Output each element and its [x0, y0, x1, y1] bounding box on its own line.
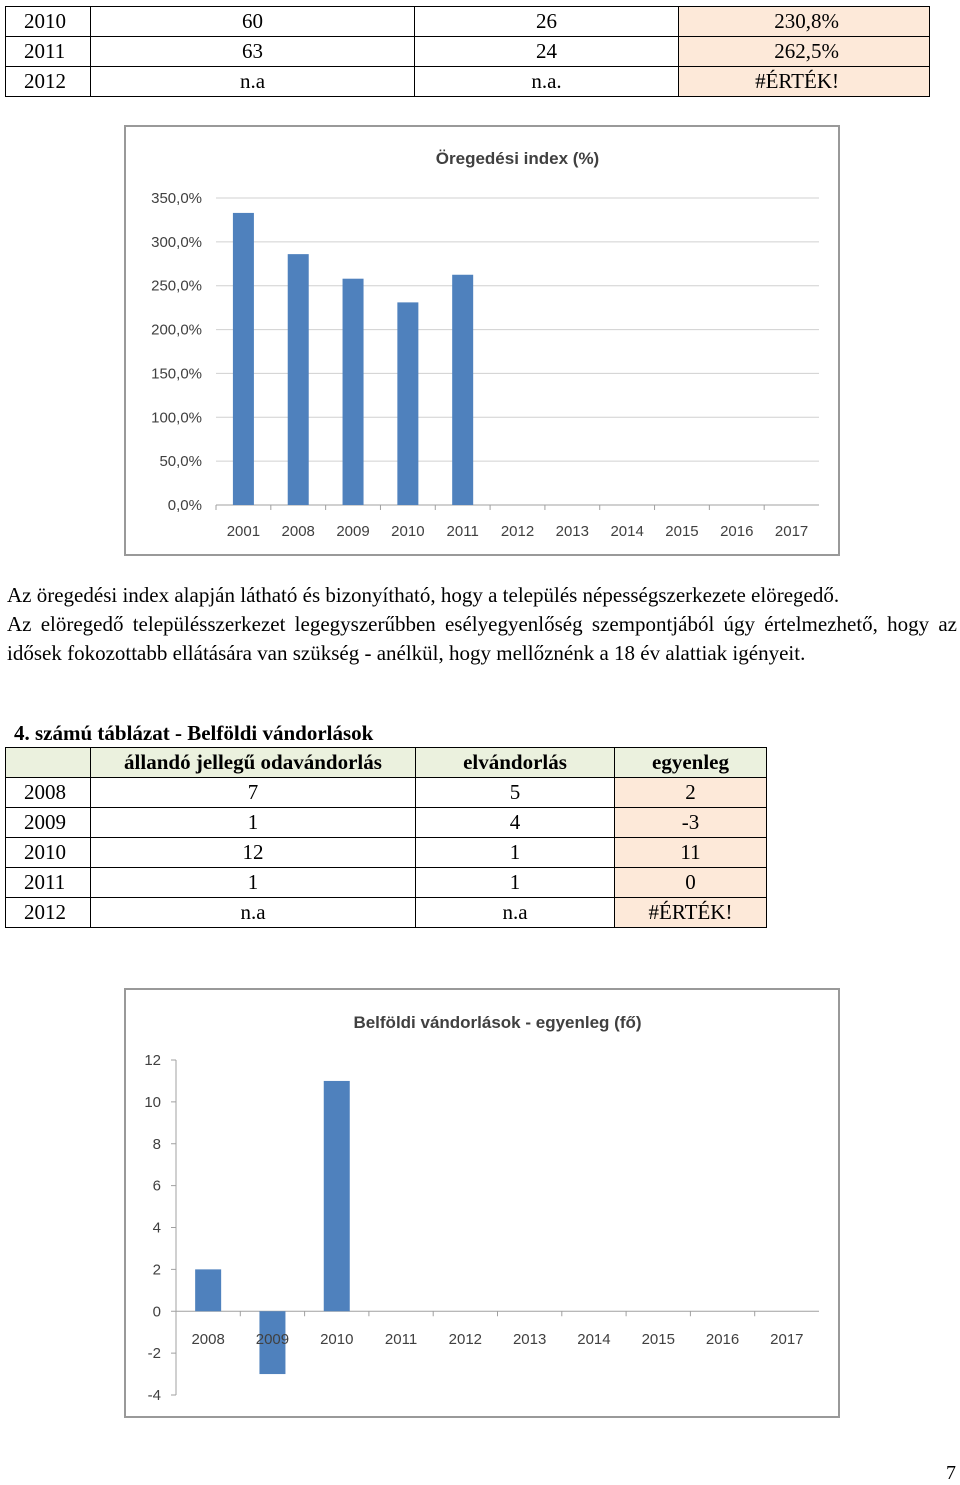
x-tick-label: 2013	[512, 1331, 547, 1348]
migration-balance-chart	[124, 988, 840, 1418]
index-cell: 262,5%	[679, 37, 930, 67]
y-tick-label: 150,0%	[151, 365, 202, 383]
x-tick-label: 2010	[391, 523, 425, 540]
table-row	[6, 868, 767, 898]
x-tick-label: 2013	[555, 523, 590, 540]
x-tick-label: 2011	[384, 1331, 418, 1348]
header-cell-balance: egyenleg	[615, 748, 767, 778]
y-tick-label: 12	[144, 1052, 161, 1069]
table-row	[6, 808, 767, 838]
inmigration-cell: 7	[91, 778, 416, 808]
balance-cell: 0	[615, 868, 767, 898]
x-tick-label: 2010	[320, 1331, 354, 1348]
outmigration-cell: n.a	[416, 898, 615, 928]
y-tick-label: 350,0%	[151, 190, 202, 207]
y-tick-label: 0	[152, 1303, 161, 1321]
table-header-row	[6, 748, 767, 778]
x-tick-label: 2009	[336, 523, 370, 540]
outmigration-cell: 1	[416, 868, 615, 898]
x-tick-label: 2012	[500, 523, 535, 540]
x-tick-label: 2016	[705, 1331, 740, 1348]
table-row	[6, 838, 767, 868]
bar-2010	[397, 302, 418, 505]
year-cell: 2012	[6, 67, 91, 97]
y-tick-label: 0,0%	[167, 497, 202, 514]
value-cell: 24	[415, 37, 679, 67]
x-tick-label: 2016	[720, 523, 754, 540]
year-cell: 2010	[6, 7, 91, 37]
table-row	[6, 778, 767, 808]
y-tick-label: 4	[152, 1219, 161, 1237]
x-tick-label: 2012	[448, 1331, 483, 1348]
value-cell: 60	[91, 7, 415, 37]
paragraph-aging-explanation: Az elöregedő településszerkezet legegyszerűbben esélyegyenlőség szempontjából úgy értelmezhető, hogy az idősek fokozottabb ellátására van szükség - anélkül, hogy mellőznénk a 18 év alattiak igényeit.	[7, 612, 957, 665]
y-tick-label: -2	[147, 1345, 161, 1363]
bar-2011	[452, 275, 473, 505]
value-cell: 26	[415, 7, 679, 37]
aging-index-chart	[124, 125, 840, 556]
x-tick-label: 2009	[255, 1331, 290, 1348]
bar-2008	[288, 254, 309, 505]
bar-2009	[343, 279, 364, 505]
outmigration-cell: 5	[416, 778, 615, 808]
inmigration-cell: 1	[91, 868, 416, 898]
y-tick-label: 200,0%	[151, 321, 202, 339]
index-cell: 230,8%	[679, 7, 930, 37]
year-cell: 2011	[6, 868, 91, 898]
bar-2001	[233, 213, 254, 505]
y-tick-label: 8	[152, 1135, 161, 1153]
x-tick-label: 2001	[226, 523, 261, 540]
x-tick-label: 2015	[641, 1331, 675, 1348]
x-tick-label: 2011	[446, 523, 479, 540]
y-tick-label: -4	[147, 1387, 161, 1404]
header-cell-outmigration: elvándorlás	[416, 748, 615, 778]
y-tick-label: 2	[152, 1261, 161, 1279]
year-cell: 2011	[6, 37, 91, 67]
value-cell: n.a.	[415, 67, 679, 97]
year-cell: 2012	[6, 898, 91, 928]
bar-2010	[324, 1081, 350, 1311]
page-number: 7	[946, 1462, 956, 1484]
y-tick-label: 50,0%	[159, 453, 202, 471]
index-cell: #ÉRTÉK!	[679, 67, 930, 97]
inmigration-cell: n.a	[91, 898, 416, 928]
bar-2008	[195, 1269, 221, 1311]
outmigration-cell: 4	[416, 808, 615, 838]
x-tick-label: 2017	[774, 523, 809, 540]
paragraph-aging-conclusion: Az öregedési index alapján látható és bizonyítható, hogy a település népességszerkezete elöregedő.	[7, 583, 840, 607]
chart-title: Belföldi vándorlások - egyenleg (fő)	[353, 1013, 642, 1032]
header-cell-blank	[6, 748, 91, 778]
x-tick-label: 2014	[577, 1331, 611, 1348]
balance-cell: #ÉRTÉK!	[615, 898, 767, 928]
aging-data-table	[5, 6, 930, 97]
migration-balance-chart-svg	[126, 990, 838, 1416]
x-tick-label: 2015	[665, 523, 699, 540]
table-row	[6, 7, 930, 37]
x-tick-label: 2014	[610, 523, 644, 540]
table-row	[6, 67, 930, 97]
y-tick-label: 300,0%	[151, 233, 202, 251]
table-caption: 4. számú táblázat - Belföldi vándorlások	[14, 721, 374, 745]
y-tick-label: 10	[144, 1093, 161, 1111]
header-cell-inmigration: állandó jellegű odavándorlás	[91, 748, 416, 778]
x-tick-label: 2008	[281, 523, 315, 540]
x-tick-label: 2008	[191, 1331, 225, 1348]
y-tick-label: 100,0%	[151, 409, 202, 427]
aging-index-chart-svg	[126, 127, 838, 554]
balance-cell: 2	[615, 778, 767, 808]
value-cell: 63	[91, 37, 415, 67]
y-tick-label: 250,0%	[151, 277, 202, 295]
x-tick-label: 2017	[770, 1331, 804, 1348]
year-cell: 2008	[6, 778, 91, 808]
table-row	[6, 37, 930, 67]
migration-table	[5, 747, 767, 928]
balance-cell: 11	[615, 838, 767, 868]
y-tick-label: 6	[152, 1177, 161, 1195]
inmigration-cell: 1	[91, 808, 416, 838]
outmigration-cell: 1	[416, 838, 615, 868]
balance-cell: -3	[615, 808, 767, 838]
chart-title: Öregedési index (%)	[435, 149, 600, 168]
year-cell: 2009	[6, 808, 91, 838]
inmigration-cell: 12	[91, 838, 416, 868]
table-row	[6, 898, 767, 928]
value-cell: n.a	[91, 67, 415, 97]
year-cell: 2010	[6, 838, 91, 868]
